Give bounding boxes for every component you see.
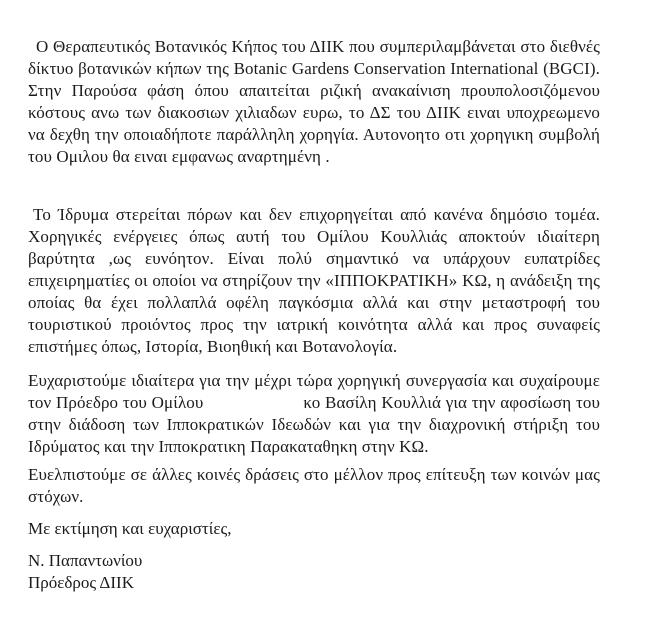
paragraph-future-cooperation: Ευελπιστούμε σε άλλες κοινές δράσεις στο μέλλον προς επίτευξη των κοινών μας στόχων. <box>28 465 600 506</box>
paragraph-thanks-president <box>28 370 600 458</box>
redacted-name-gap <box>203 407 303 408</box>
closing-salutation: Με εκτίμηση και ευχαριστίες, <box>28 519 232 538</box>
paragraph-thanks-before-gap: Ευχαριστούμε ιδιαίτερα για την μέχρι τώρα χορηγική συνεργασία και συχαίρουμε τον Πρόεδρο του Ομίλου <box>28 371 600 412</box>
signature-name: Ν. Παπαντωνίου <box>28 551 143 570</box>
paragraph-thanks-after-gap: κο Βασίλη Κουλλιά για την αφοσίωση του στην διάδοση των Ιπποκρατικών Ιδεωδών και για την διαχρονική στήριξη του Ιδρύματος και την Ιπποκρατικη Παρακαταθηκη στην ΚΩ. <box>28 393 601 456</box>
signature-title: Πρόεδρος ΔΙΙΚ <box>28 573 134 592</box>
paragraph-foundation-sponsorship: Το Ίδρυμα στερείται πόρων και δεν επιχορηγείται από κανένα δημόσιο τομέα. Χορηγικές ενέργειες όπως αυτή του Ομίλου Κουλλιάς αποκτούν ιδιαίτερη βαρύτητα ,ως ευνόητον. Είναι πολύ σημαντικό να υπάρχουν ευπατρίδες επιχειρηματίες οι οποίοι να στηρίζουν την «ΙΠΠΟΚΡΑΤΙΚΗ» ΚΩ, η ανάδειξη της οποίας θα έχει πολλαπλά οφέλη παγκόσμια αλλά και στην μεταστροφή του τουριστικού προιόντος προς την ιατρική κοινότητα αλλά και προς συναφείς επιστήμες όπως, Ιστορία, Βιοηθική και Βοτανολογία. <box>28 205 600 356</box>
paragraph-botanic-garden: Ο Θεραπευτικός Βοτανικός Κήπος του ΔΙΙΚ που συμπεριλαμβάνεται στο διεθνές δίκτυο βοτανικών κήπων της Botanic Gardens Conservation International (BGCI). Στην Παρούσα φάση όπου απαιτείται ριζική ανακαίνιση προυπολοσιζόμενου κόστους ανω των διακοσιων χιλιαδων ευρω, το ΔΣ του ΔΙΙΚ ειναι υποχρεωμενο να δεχθη την οποιαδήποτε παράλληλη χορηγία. Αυτονοητο οτι χορηγικη συμβολή του Ομιλου θα ειναι εμφανως αναρτημένη . <box>28 37 600 166</box>
